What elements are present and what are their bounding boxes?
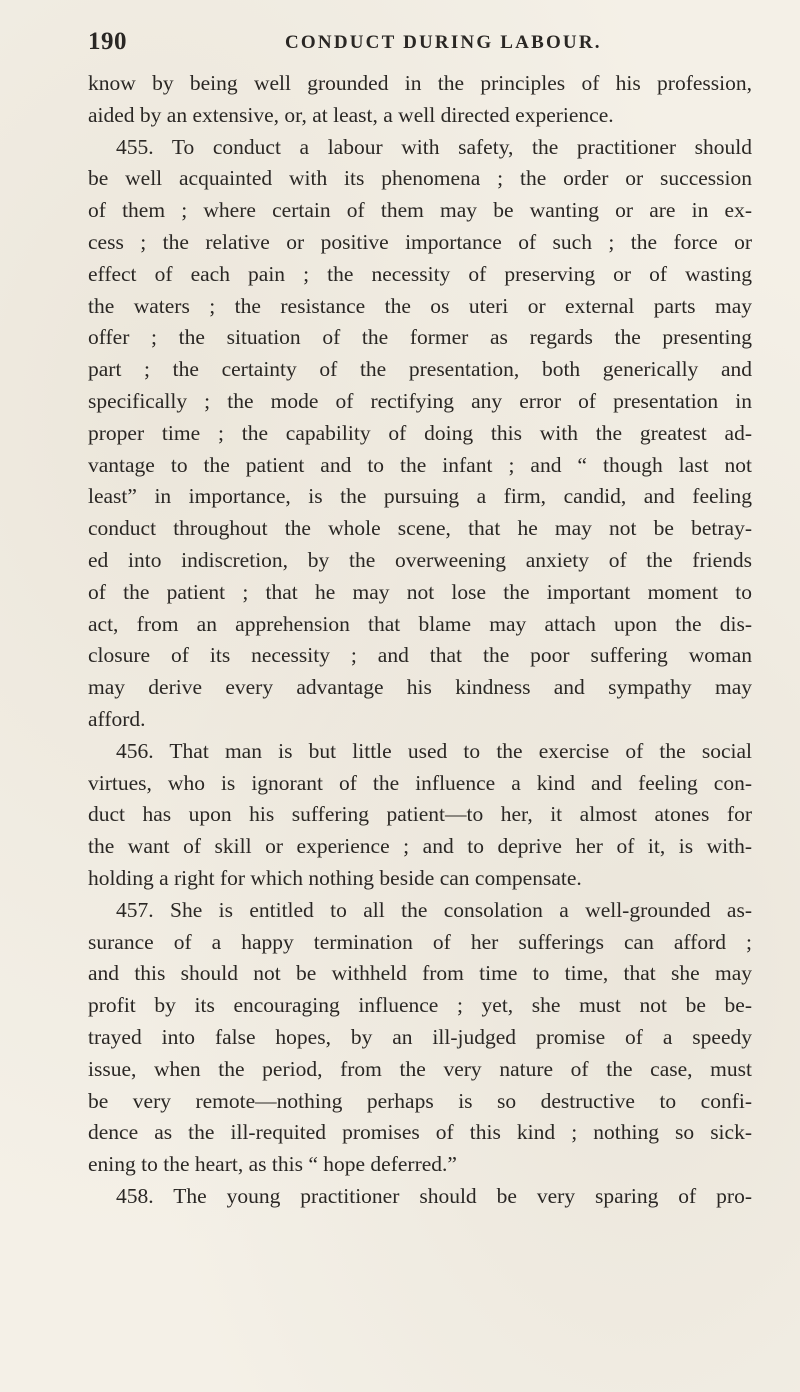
text-line: issue, when the period, from the very nature of the case, must [88,1056,752,1081]
text-line: afford. [88,706,146,731]
paragraph-455-start: 455. To conduct a labour with safety, the practitioner should [116,134,752,159]
text-line: of them ; where certain of them may be wanting or are in ex- [88,198,752,223]
text-line: may derive every advantage his kindness and sympathy may [88,675,752,700]
text-line: of the patient ; that he may not lose the important moment to [88,579,752,604]
text-line: ed into indiscretion, by the overweening anxiety of the friends [88,547,752,572]
text-line: surance of a happy termination of her sufferings can afford ; [88,929,752,954]
text-line: specifically ; the mode of rectifying any error of presentation in [88,388,752,413]
text-line: virtues, who is ignorant of the influence a kind and feeling con- [88,770,752,795]
text-line: least” in importance, is the pursuing a firm, candid, and feeling [88,484,752,509]
text-line: be well acquainted with its phenomena ; the order or succession [88,166,752,191]
text-line: effect of each pain ; the necessity of preserving or of wasting [88,261,752,286]
page-number: 190 [88,28,127,55]
text-line: conduct throughout the whole scene, that he may not be betray- [88,516,752,541]
text-line: proper time ; the capability of doing this with the greatest ad- [88,420,752,445]
running-head: CONDUCT DURING LABOUR. [285,32,602,53]
text-line: holding a right for which nothing beside can compensate. [88,865,582,890]
text-line: part ; the certainty of the presentation, both generically and [88,357,752,382]
text-line: profit by its encouraging influence ; yet, she must not be be- [88,993,752,1018]
paragraph-457-start: 457. She is entitled to all the consolation a well-grounded as- [116,897,752,922]
text-line: ening to the heart, as this “ hope deferred.” [88,1152,457,1177]
text-line: cess ; the relative or positive importance of such ; the force or [88,229,752,254]
text-line: the waters ; the resistance the os uteri or external parts may [88,293,752,318]
text-line: know by being well grounded in the principles of his profession, [88,71,752,95]
paragraph-458-start: 458. The young practitioner should be very sparing of pro- [116,1183,752,1208]
text-line: the want of skill or experience ; and to deprive her of it, is with- [88,834,752,859]
text-line: aided by an extensive, or, at least, a well directed experience. [88,102,614,127]
paragraph-456-start: 456. That man is but little used to the exercise of the social [116,738,752,763]
text-line: dence as the ill-requited promises of this kind ; nothing so sick- [88,1120,752,1145]
page-header [88,28,748,62]
text-line: act, from an apprehension that blame may attach upon the dis- [88,611,752,636]
text-line: and this should not be withheld from time to time, that she may [88,961,752,986]
body-text [88,68,752,1213]
text-line: duct has upon his suffering patient—to her, it almost atones for [88,802,752,827]
text-line: offer ; the situation of the former as regards the presenting [88,325,752,350]
text-line: vantage to the patient and to the infant ; and “ though last not [88,452,752,477]
text-line: closure of its necessity ; and that the poor suffering woman [88,643,752,668]
text-line: be very remote—nothing perhaps is so destructive to confi- [88,1088,752,1113]
text-line: trayed into false hopes, by an ill-judged promise of a speedy [88,1024,752,1049]
